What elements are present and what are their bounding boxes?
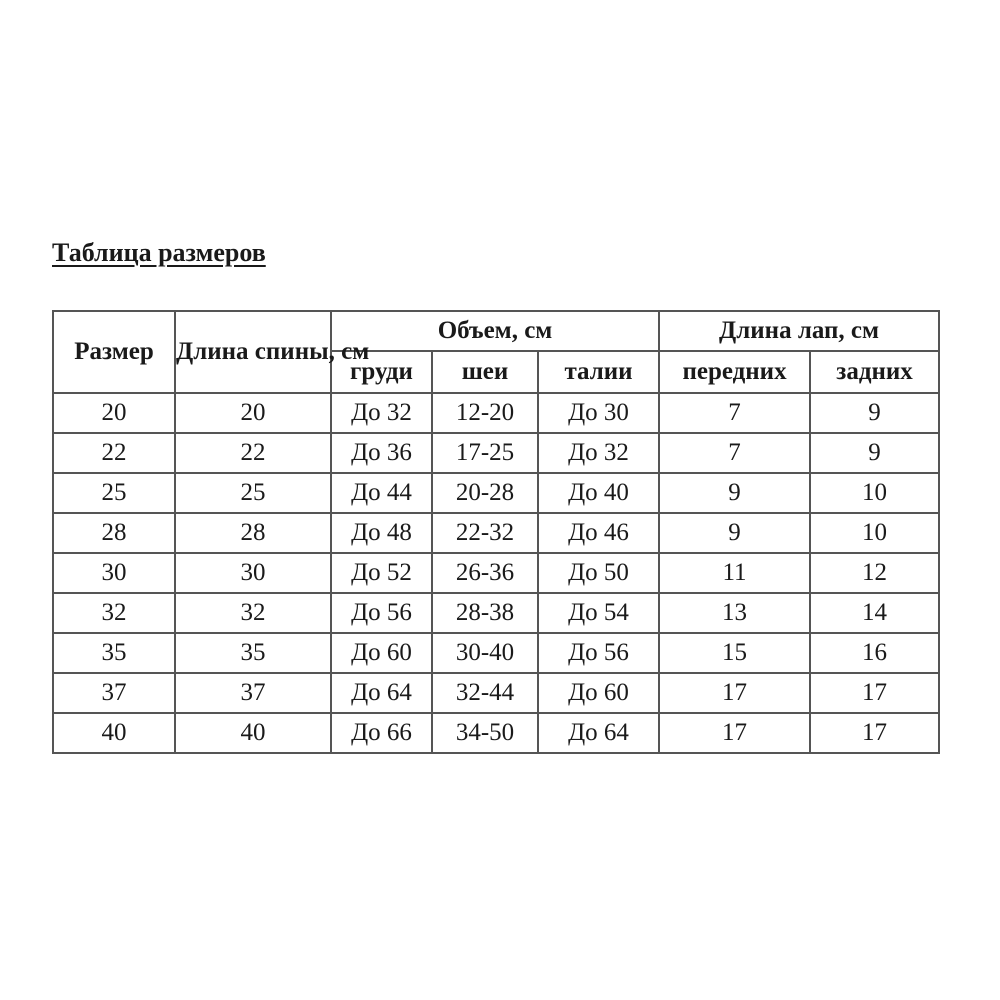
cell-rear: 16	[810, 633, 939, 673]
cell-waist: До 40	[538, 473, 659, 513]
cell-size: 35	[53, 633, 175, 673]
cell-size: 40	[53, 713, 175, 753]
header-row-top	[53, 311, 939, 351]
header-paw-length-group: Длина лап, см	[659, 311, 939, 351]
cell-back: 28	[175, 513, 331, 553]
cell-waist: До 64	[538, 713, 659, 753]
page-title: Таблица размеров	[52, 238, 266, 267]
header-size: Размер	[53, 311, 175, 393]
cell-front: 15	[659, 633, 810, 673]
cell-neck: 30-40	[432, 633, 538, 673]
header-back-length: Длина спины, см	[175, 311, 331, 393]
header-neck: шеи	[432, 351, 538, 393]
table-row	[53, 553, 939, 593]
cell-size: 25	[53, 473, 175, 513]
cell-rear: 10	[810, 513, 939, 553]
cell-chest: До 32	[331, 393, 432, 433]
cell-back: 40	[175, 713, 331, 753]
cell-back: 32	[175, 593, 331, 633]
cell-rear: 17	[810, 673, 939, 713]
cell-chest: До 66	[331, 713, 432, 753]
header-front-paws: передних	[659, 351, 810, 393]
cell-waist: До 46	[538, 513, 659, 553]
cell-chest: До 56	[331, 593, 432, 633]
table-row	[53, 593, 939, 633]
cell-neck: 20-28	[432, 473, 538, 513]
table-row	[53, 473, 939, 513]
cell-waist: До 56	[538, 633, 659, 673]
cell-size: 28	[53, 513, 175, 553]
cell-size: 20	[53, 393, 175, 433]
cell-chest: До 64	[331, 673, 432, 713]
cell-back: 37	[175, 673, 331, 713]
table-row	[53, 433, 939, 473]
cell-back: 20	[175, 393, 331, 433]
cell-front: 7	[659, 393, 810, 433]
cell-front: 17	[659, 713, 810, 753]
cell-chest: До 48	[331, 513, 432, 553]
cell-back: 25	[175, 473, 331, 513]
cell-rear: 9	[810, 393, 939, 433]
cell-waist: До 50	[538, 553, 659, 593]
header-chest: груди	[331, 351, 432, 393]
cell-rear: 10	[810, 473, 939, 513]
cell-back: 35	[175, 633, 331, 673]
cell-front: 7	[659, 433, 810, 473]
cell-front: 9	[659, 473, 810, 513]
cell-neck: 12-20	[432, 393, 538, 433]
cell-neck: 34-50	[432, 713, 538, 753]
cell-neck: 26-36	[432, 553, 538, 593]
cell-front: 11	[659, 553, 810, 593]
cell-waist: До 32	[538, 433, 659, 473]
cell-rear: 17	[810, 713, 939, 753]
cell-back: 22	[175, 433, 331, 473]
cell-neck: 17-25	[432, 433, 538, 473]
cell-chest: До 44	[331, 473, 432, 513]
cell-front: 9	[659, 513, 810, 553]
cell-front: 17	[659, 673, 810, 713]
cell-waist: До 60	[538, 673, 659, 713]
table-row	[53, 513, 939, 553]
table-row	[53, 713, 939, 753]
cell-chest: До 60	[331, 633, 432, 673]
table-body	[53, 393, 939, 753]
header-rear-paws: задних	[810, 351, 939, 393]
cell-size: 37	[53, 673, 175, 713]
cell-size: 22	[53, 433, 175, 473]
cell-size: 32	[53, 593, 175, 633]
cell-neck: 32-44	[432, 673, 538, 713]
cell-front: 13	[659, 593, 810, 633]
cell-rear: 14	[810, 593, 939, 633]
cell-waist: До 30	[538, 393, 659, 433]
cell-chest: До 36	[331, 433, 432, 473]
cell-rear: 9	[810, 433, 939, 473]
cell-size: 30	[53, 553, 175, 593]
cell-chest: До 52	[331, 553, 432, 593]
cell-back: 30	[175, 553, 331, 593]
cell-waist: До 54	[538, 593, 659, 633]
table-row	[53, 673, 939, 713]
table-row	[53, 393, 939, 433]
table-row	[53, 633, 939, 673]
size-table	[52, 310, 940, 754]
cell-neck: 28-38	[432, 593, 538, 633]
cell-neck: 22-32	[432, 513, 538, 553]
header-volume-group: Объем, см	[331, 311, 659, 351]
header-waist: талии	[538, 351, 659, 393]
cell-rear: 12	[810, 553, 939, 593]
